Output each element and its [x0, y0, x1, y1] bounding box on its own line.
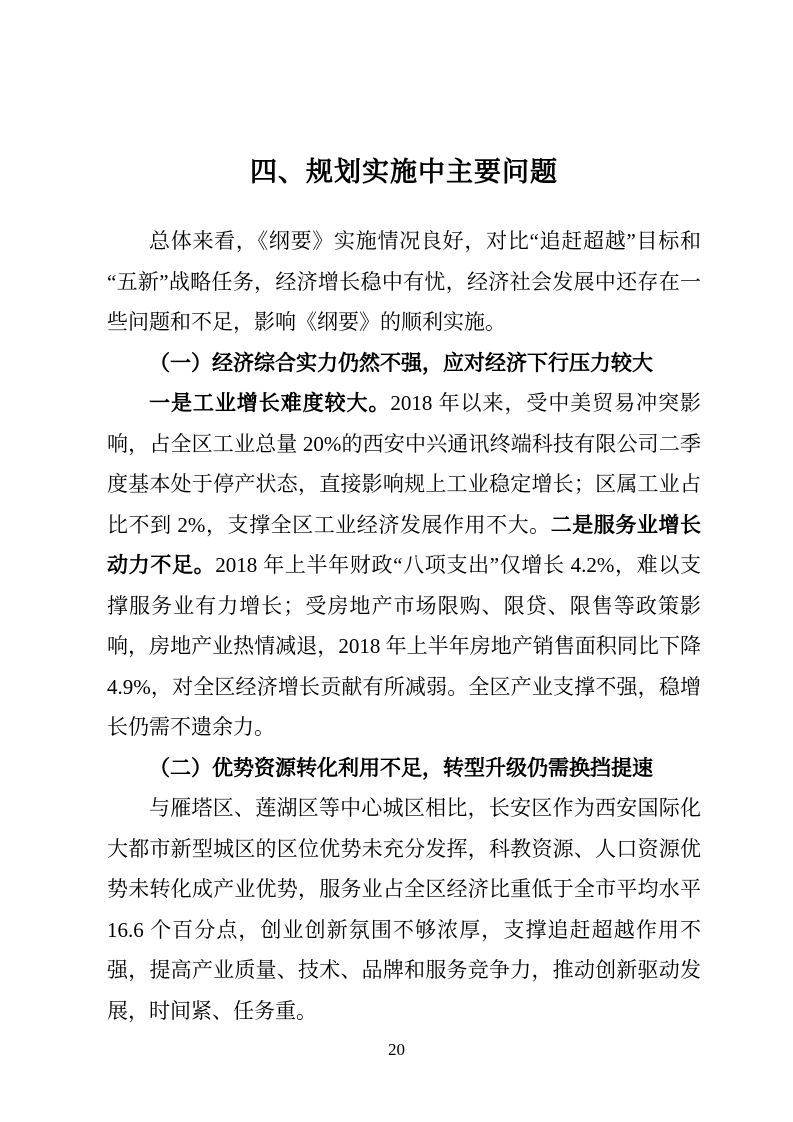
bold-text-run: 二是服务业增长动力不足。 [107, 512, 701, 577]
page-title: 四、规划实施中主要问题 [250, 157, 558, 187]
text-run: 与雁塔区、莲湖区等中心城区相比，长安区作为西安国际化大都市新型城区的区位优势未充分发挥，科教资源、人口资源优势未转化成产业优势，服务业占全区经济比重低于全市平均水平 16.6 个百分点，创业创新氛围不够浓厚，支撑追赶超越作用不强，提高产业质量、技术、品牌和服务竞争力，推动创新驱动发展，时间紧、任务重。 [107, 796, 701, 1023]
bold-text-run: （一）经济综合实力仍然不强，应对经济下行压力较大 [149, 350, 653, 375]
text-run: 2018 年以来，受中美贸易冲突影响，占全区工业总量 20%的西安中兴通讯终端科技有限公司二季度基本处于停产状态，直接影响规上工业稳定增长；区属工业占比不到 2%，支撑全区工业经济发展作用不大。 [107, 391, 702, 537]
document-content [107, 150, 701, 1031]
page-number: 20 [388, 1040, 405, 1059]
document-body [107, 221, 701, 1031]
paragraph [107, 788, 701, 1031]
section-heading [107, 343, 701, 384]
bold-text-run: （二）优势资源转化利用不足，转型升级仍需换挡提速 [149, 755, 653, 780]
section-heading [107, 748, 701, 789]
text-run: 总体来看，《纲要》实施情况良好，对比“追赶超越”目标和“五新”战略任务，经济增长稳中有忧，经济社会发展中还存在一些问题和不足，影响《纲要》的顺利实施。 [107, 229, 701, 334]
bold-text-run: 一是工业增长难度较大。 [149, 391, 391, 415]
paragraph [107, 383, 701, 748]
paragraph [107, 221, 701, 343]
text-run: 2018 年上半年财政“八项支出”仅增长 4.2%，难以支撑服务业有力增长；受房地产市场限购、限贷、限售等政策影响，房地产业热情减退，2018 年上半年房地产销售面积同比下降 4.9%，对全区经济增长贡献有所减弱。全区产业支撑不强，稳增长仍需不遗余力。 [107, 553, 701, 739]
